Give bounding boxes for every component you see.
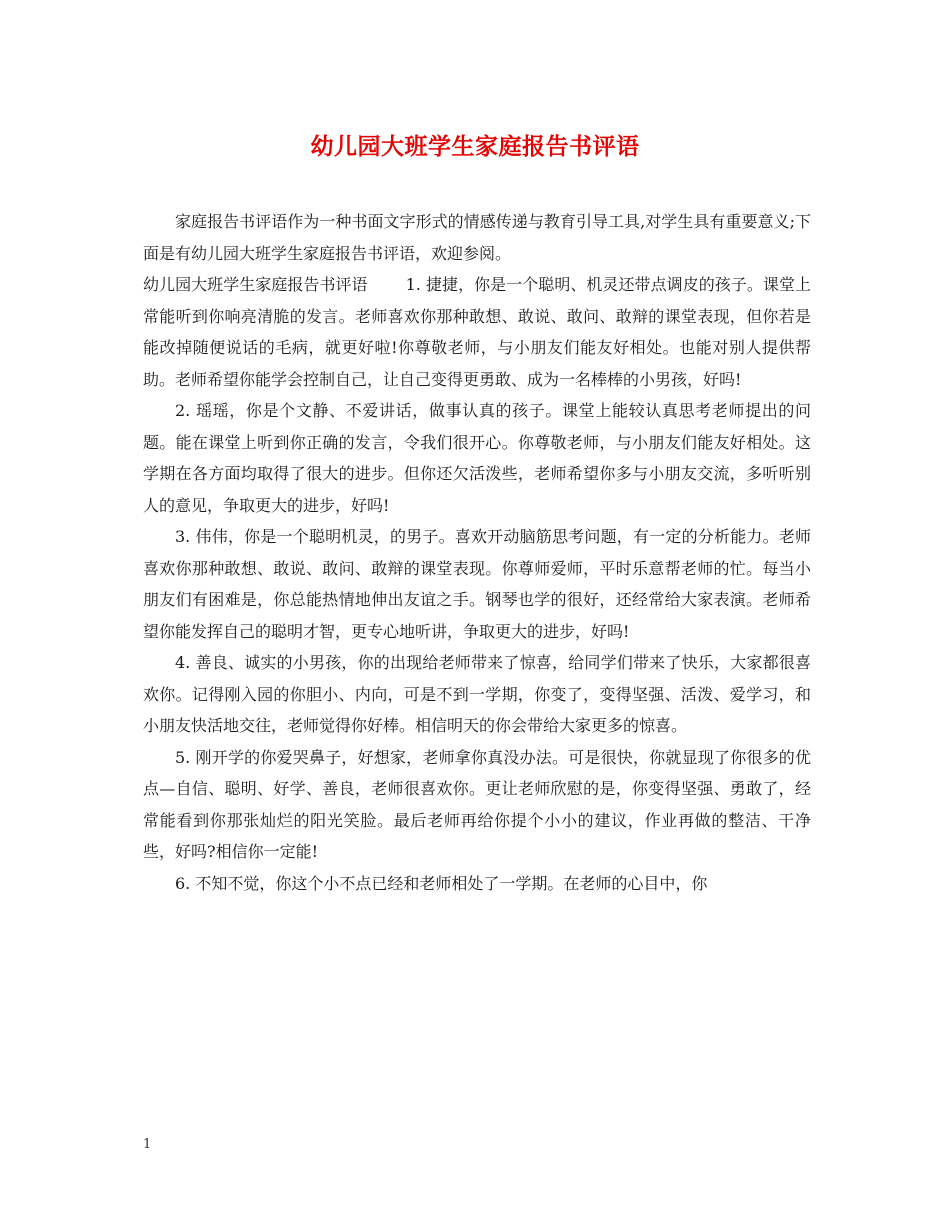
comment-item-4: 4. 善良、诚实的小男孩，你的出现给老师带来了惊喜，给同学们带来了快乐，大家都很喜欢你。记得刚入园的你胆小、内向，可是不到一学期，你变了，变得坚强、活泼、爱学习，和小朋友快活地交往，老师觉得你好棒。相信明天的你会带给大家更多的惊喜。 <box>143 653 811 735</box>
comment-item-3: 3. 伟伟，你是一个聪明机灵，的男子。喜欢开动脑筋思考问题，有一定的分析能力。老师喜欢你那种敢想、敢说、敢问、敢辩的课堂表现。你尊师爱师，平时乐意帮老师的忙。每当小朋友们有困难是，你总能热情地伸出友谊之手。钢琴也学的很好，还经常给大家表演。老师希望你能发挥自己的聪明才智，更专心地听讲，争取更大的进步，好吗! <box>143 527 811 641</box>
intro-paragraph: 家庭报告书评语作为一种书面文字形式的情感传递与教育引导工具,对学生具有重要意义;下面是有幼儿园大班学生家庭报告书评语，欢迎参阅。 <box>143 212 811 263</box>
comment-item-1-paragraph <box>143 269 811 395</box>
comment-item-6: 6. 不知不觉，你这个小不点已经和老师相处了一学期。在老师的心目中，你 <box>175 873 708 893</box>
comment-item-2: 2. 瑶瑶，你是个文静、不爱讲话，做事认真的孩子。课堂上能较认真思考老师提出的问题。能在课堂上听到你正确的发言，令我们很开心。你尊敬老师，与小朋友们能友好相处。这学期在各方面均取得了很大的进步。但你还欠活泼些，老师希望你多与小朋友交流，多听听别人的意见，争取更大的进步，好吗! <box>143 401 811 515</box>
document-body <box>143 206 811 899</box>
document-title: 幼儿园大班学生家庭报告书评语 <box>310 133 640 160</box>
page-number: 1 <box>143 1137 152 1152</box>
section-heading: 幼儿园大班学生家庭报告书评语 <box>143 275 368 294</box>
comment-item-5: 5. 刚开学的你爱哭鼻子，好想家，老师拿你真没办法。可是很快，你就显现了你很多的优点—自信、聪明、好学、善良，老师很喜欢你。更让老师欣慰的是，你变得坚强、勇敢了，经常能看到你那张灿烂的阳光笑脸。最后老师再给你提个小小的建议，作业再做的整洁、干净些，好吗?相信你一定能! <box>143 747 811 861</box>
comment-item-1: 1. 捷捷，你是一个聪明、机灵还带点调皮的孩子。课堂上常能听到你响亮清脆的发言。老师喜欢你那种敢想、敢说、敢问、敢辩的课堂表现，但你若是能改掉随便说话的毛病，就更好啦!你尊敬老师，与小朋友们能友好相处。也能对别人提供帮助。老师希望你能学会控制自己，让自己变得更勇敢、成为一名棒棒的小男孩，好吗! <box>143 275 811 389</box>
